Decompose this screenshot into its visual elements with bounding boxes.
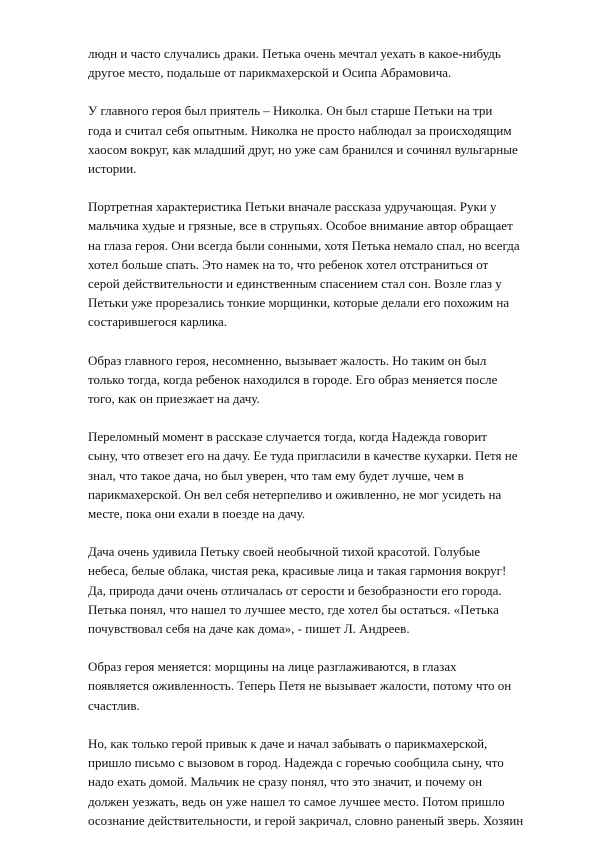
paragraph-3: Портретная характеристика Петьки вначале рассказа удручающая. Руки у мальчика худые и грязные, все в струпьях. Особое внимание автор обращает на глаза героя. Они всегда были сонными, хотя Петька немало спал, но всегда хотел больше спать. Это намек на то, что ребенок хотел отстраниться от серой действительности и единственным спасением стал сон. Возле глаз у Петьки уже прорезались тонкие морщинки, которые делали его похожим на состарившегося карлика. [88, 199, 520, 330]
paragraph-6: Дача очень удивила Петьку своей необычной тихой красотой. Голубые небеса, белые облака, чистая река, красивые лица и такая гармония вокруг! Да, природа дачи очень отличалась от серости и безобразности его города. Петька понял, что нашел то лучшее место, где хотел бы остаться. «Петька почувствовал себя на даче как дома», - пишет Л. Андреев. [88, 544, 507, 637]
paragraph-8: Но, как только герой привык к даче и начал забывать о парикмахерской, пришло письмо с вызовом в город. Надежда с горечью сообщила сыну, что надо ехать домой. Мальчик не сразу понял, что это значит, и почему он должен уезжать, ведь он уже нашел то самое лучшее место. Потом пришло осознание действительности, и герой закричал, словно раненый зверь. Хозяин [88, 735, 524, 828]
paragraph-2: У главного героя был приятель – Николка. Он был старше Петьки на три года и считал себя опытным. Николка не просто наблюдал за происходящим хаосом вокруг, как младший друг, но уже сам бранился и сочинял вульгарные истории. [88, 103, 518, 177]
paragraph-4: Образ главного героя, несомненно, вызывает жалость. Но таким он был только тогда, когда ребенок находился в городе. Его образ меняется после того, как он приезжает на дачу. [88, 352, 498, 407]
paragraph-1: людн и часто случались драки. Петька очень мечтал уехать в какое-нибудь другое место, подальше от парикмахерской и Осипа Абрамовича. [88, 46, 501, 81]
paragraph-5: Переломный момент в рассказе случается тогда, когда Надежда говорит сыну, что отвезет его на дачу. Ее туда пригласили в качестве кухарки. Петя не знал, что такое дача, но был уверен, что там ему будет лучше, чем в парикмахерской. Он вел себя нетерпеливо и оживленно, не мог усидеть на месте, пока они ехали в поезде на дачу. [88, 429, 518, 522]
paragraph-7: Образ героя меняется: морщины на лице разглаживаются, в глазах появляется оживленность. Теперь Петя не вызывает жалости, потому что он счастлив. [88, 659, 512, 713]
